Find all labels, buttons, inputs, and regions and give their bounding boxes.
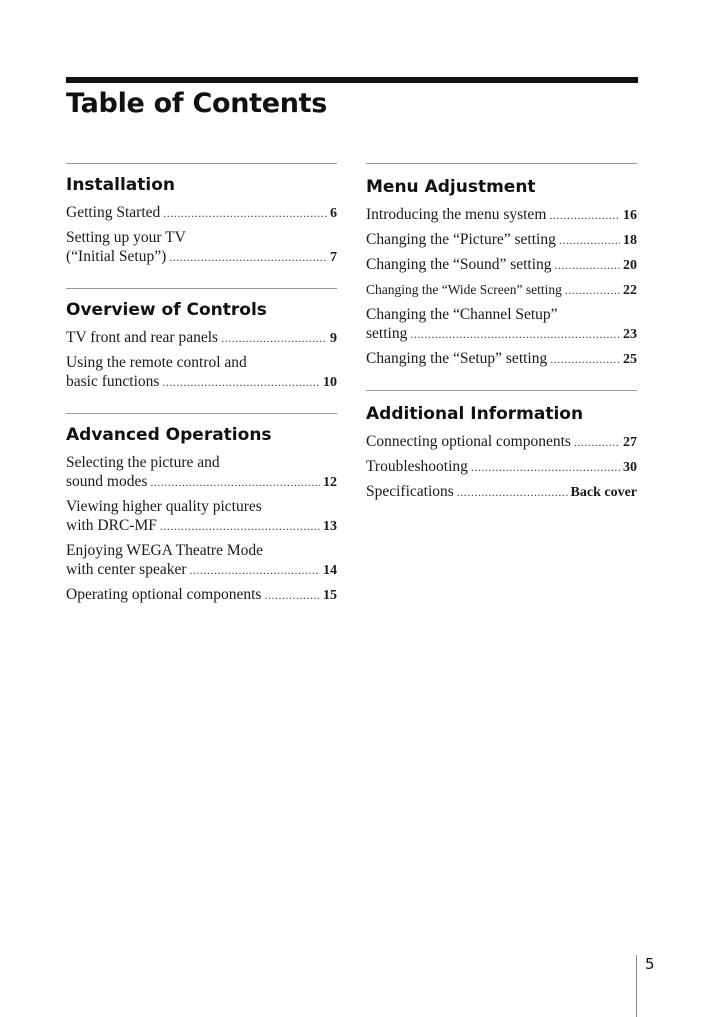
toc-entry-specifications[interactable]	[366, 482, 637, 502]
dot-leader	[150, 473, 320, 492]
toc-entry-picture-sound-modes[interactable]	[66, 453, 337, 492]
entry-text: Changing the “Wide Screen” setting	[366, 282, 562, 297]
toc-entry-front-rear-panels[interactable]	[66, 328, 337, 348]
toc-entry-optional-components[interactable]	[66, 585, 337, 605]
entry-line1: Enjoying WEGA Theatre Mode	[66, 542, 264, 559]
entry-text: Connecting optional components	[366, 433, 571, 450]
entry-page: 20	[623, 258, 637, 273]
entry-page: 27	[623, 435, 637, 450]
entry-page: 12	[323, 475, 337, 490]
dot-leader	[169, 248, 327, 267]
dot-leader	[550, 350, 620, 369]
section-heading: Advanced Operations	[66, 425, 272, 445]
dot-leader	[163, 204, 327, 223]
dot-leader	[457, 483, 568, 502]
dot-leader	[549, 206, 620, 225]
entry-text: with center speaker	[66, 561, 187, 578]
section-overview-of-controls	[66, 288, 337, 392]
toc-entry-setup-setting[interactable]	[366, 349, 637, 369]
toc-entry-wide-screen-setting[interactable]	[366, 280, 637, 300]
entry-page: 16	[623, 208, 637, 223]
entry-page: 18	[623, 233, 637, 248]
entry-text: Changing the “Sound” setting	[366, 256, 552, 273]
entry-text: Introducing the menu system	[366, 206, 547, 223]
entry-line1: Viewing higher quality pictures	[66, 498, 262, 515]
entry-text: Specifications	[366, 483, 454, 500]
page-title: Table of Contents	[66, 88, 328, 119]
entry-text: Troubleshooting	[366, 458, 468, 475]
dot-leader	[555, 256, 620, 275]
entry-line1: Setting up your TV	[66, 229, 186, 246]
toc-entry-drc-mf[interactable]	[66, 497, 337, 536]
toc-entry-connecting-components[interactable]	[366, 432, 637, 452]
entry-page: 22	[623, 283, 637, 298]
toc-entry-wega-theatre[interactable]	[66, 541, 337, 580]
left-column	[66, 163, 337, 626]
page-number: 5	[645, 955, 655, 973]
entry-text: TV front and rear panels	[66, 329, 219, 346]
entry-text: setting	[366, 325, 408, 342]
toc-entry-sound-setting[interactable]	[366, 255, 637, 275]
dot-leader	[565, 281, 620, 300]
dot-leader	[471, 458, 620, 477]
dot-leader	[160, 517, 320, 536]
entry-page: 30	[623, 460, 637, 475]
entry-text: Changing the “Setup” setting	[366, 350, 548, 367]
entry-page: Back cover	[570, 485, 637, 500]
toc-entry-picture-setting[interactable]	[366, 230, 637, 250]
entry-page: 10	[323, 375, 337, 390]
entry-page: 6	[330, 206, 337, 221]
dot-leader	[221, 329, 327, 348]
section-menu-adjustment	[366, 163, 637, 369]
entry-text: Operating optional components	[66, 586, 262, 603]
right-column	[366, 163, 637, 523]
toc-entry-channel-setup-setting[interactable]	[366, 305, 637, 344]
section-heading: Additional Information	[366, 404, 584, 424]
toc-entry-menu-system[interactable]	[366, 205, 637, 225]
entry-text: (“Initial Setup”)	[66, 248, 167, 265]
entry-text: with DRC-MF	[66, 517, 157, 534]
entry-text: Getting Started	[66, 204, 161, 221]
section-heading: Installation	[66, 175, 176, 195]
toc-entry-getting-started[interactable]	[66, 203, 337, 223]
entry-line1: Selecting the picture and	[66, 454, 220, 471]
entry-line1: Using the remote control and	[66, 354, 247, 371]
dot-leader	[410, 325, 620, 344]
entry-page: 9	[330, 331, 337, 346]
dot-leader	[162, 373, 320, 392]
entry-page: 25	[623, 352, 637, 367]
title-rule	[66, 77, 638, 83]
entry-page: 7	[330, 250, 337, 265]
entry-page: 15	[323, 588, 337, 603]
entry-page: 23	[623, 327, 637, 342]
entry-text: sound modes	[66, 473, 148, 490]
section-heading: Menu Adjustment	[366, 177, 536, 197]
entry-text: basic functions	[66, 373, 160, 390]
section-heading: Overview of Controls	[66, 300, 267, 320]
entry-page: 13	[323, 519, 337, 534]
toc-entry-troubleshooting[interactable]	[366, 457, 637, 477]
section-additional-information	[366, 390, 637, 502]
section-installation	[66, 163, 337, 267]
toc-entry-remote-control[interactable]	[66, 353, 337, 392]
page-number-rule	[636, 955, 637, 1017]
dot-leader	[574, 433, 620, 452]
dot-leader	[190, 561, 321, 580]
dot-leader	[559, 231, 620, 250]
dot-leader	[264, 586, 320, 605]
section-advanced-operations	[66, 413, 337, 605]
toc-entry-setting-up-tv[interactable]	[66, 228, 337, 267]
entry-text: Changing the “Picture” setting	[366, 231, 556, 248]
entry-line1: Changing the “Channel Setup”	[366, 306, 558, 323]
entry-page: 14	[323, 563, 337, 578]
